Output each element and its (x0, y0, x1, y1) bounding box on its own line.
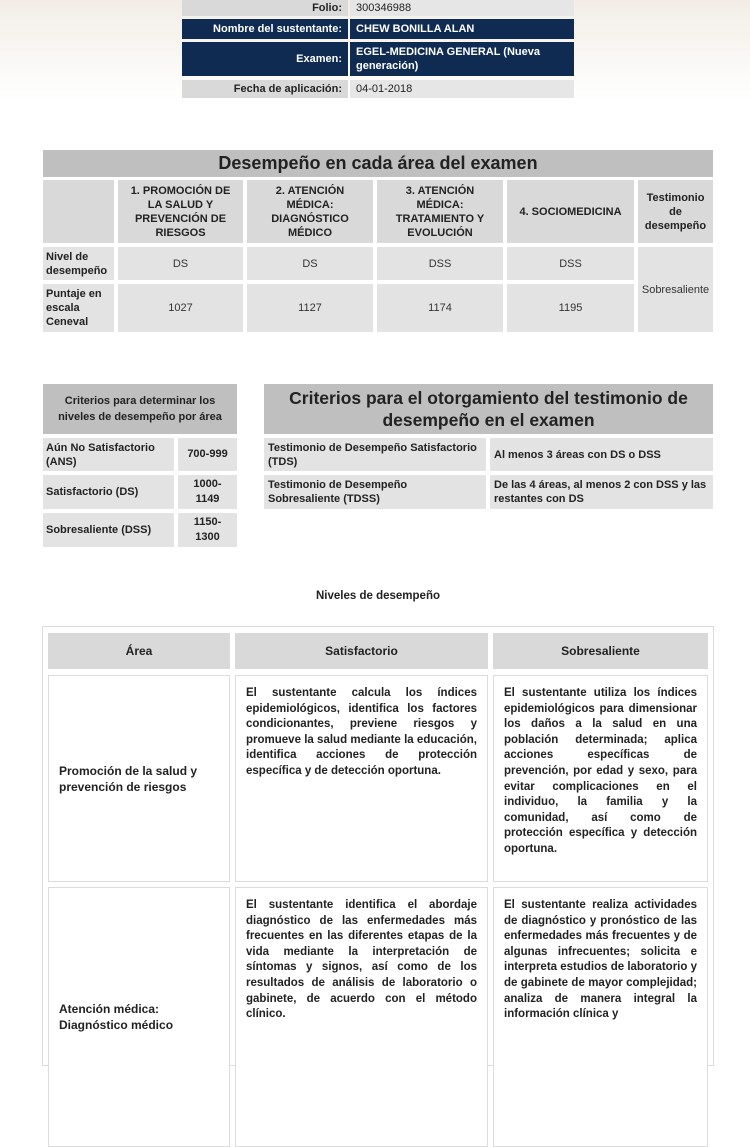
levels-row-sobresaliente: El sustentante utiliza los índices epidemiológicos para dimensionar los daños a la salud en una población determinada; aplica acciones específicas de prevención, por edad y sexo, para evitar complicaciones en el individuo, la familia y la comunidad, así como de protección específica y detección oportuna. (493, 675, 708, 882)
testimonio-value: Sobresaliente (638, 247, 713, 332)
folio-value: 300346988 (350, 0, 574, 16)
levels-row-sobresaliente: El sustentante realiza actividades de diagnóstico y pronóstico de las enfermedades más frecuentes y de algunas infrecuentes; solicita e interpreta estudios de laboratorio y de gabinete de mayor complejidad; analiza de manera integral la información clínica y (493, 887, 708, 1147)
fecha-label: Fecha de aplicación: (182, 80, 348, 98)
levels-title: Niveles de desempeño (316, 590, 440, 602)
examen-value: EGEL-MEDICINA GENERAL (Nueva generación) (350, 42, 574, 76)
criteria-tds-value: Al menos 3 áreas con DS o DSS (490, 438, 713, 471)
nivel-value-tratamiento: DSS (377, 247, 503, 280)
row-label-puntaje: Puntaje en escala Ceneval (43, 284, 114, 332)
criteria-tdss-value: De las 4 áreas, al menos 2 con DSS y las restantes con DS (490, 475, 713, 509)
puntaje-value-sociomedicina: 1195 (507, 284, 634, 332)
criteria-tds-label: Testimonio de Desempeño Satisfactorio (TDS) (264, 438, 486, 471)
levels-row-satisfactorio: El sustentante calcula los índices epidemiológicos, identifica los factores condicionantes, previene riesgos y promueve la salud mediante la educación, identifica acciones de protección específica y de detección oportuna. (235, 675, 488, 882)
puntaje-value-tratamiento: 1174 (377, 284, 503, 332)
row-label-nivel: Nivel de desempeño (43, 247, 114, 280)
levels-row-satisfactorio: El sustentante identifica el abordaje diagnóstico de las enfermedades más frecuentes en las diferentes etapas de la vida mediante la interpretación de síntomas y signos, así como de los resultados de análisis de laboratorio o gabinete, de acuerdo con el método clínico. (235, 887, 488, 1147)
sustentante-value: CHEW BONILLA ALAN (350, 19, 574, 39)
column-header-tratamiento: 3. ATENCIÓN MÉDICA: TRATAMIENTO Y EVOLUCIÓN (377, 180, 503, 243)
levels-header-area: Área (48, 633, 230, 669)
levels-row-area: Atención médica: Diagnóstico médico (48, 887, 230, 1147)
levels-header-sobresaliente: Sobresaliente (493, 633, 708, 669)
column-header-diagnostico: 2. ATENCIÓN MÉDICA: DIAGNÓSTICO MÉDICO (247, 180, 373, 243)
puntaje-value-diagnostico: 1127 (247, 284, 373, 332)
criteria-level-dss-range: 1150-1300 (178, 513, 237, 547)
levels-row-area: Promoción de la salud y prevención de riesgos (48, 675, 230, 882)
column-header-testimonio: Testimonio de desempeño (638, 180, 713, 243)
fecha-value: 04-01-2018 (350, 80, 574, 98)
performance-corner (43, 180, 114, 243)
criteria-level-ans-label: Aún No Satisfactorio (ANS) (43, 438, 174, 471)
levels-header-satisfactorio: Satisfactorio (235, 633, 488, 669)
folio-label: Folio: (182, 0, 348, 16)
puntaje-value-promocion: 1027 (118, 284, 243, 332)
examen-label: Examen: (182, 42, 348, 76)
nivel-value-diagnostico: DS (247, 247, 373, 280)
nivel-value-promocion: DS (118, 247, 243, 280)
criteria-level-ds-label: Satisfactorio (DS) (43, 475, 174, 509)
criteria-level-dss-label: Sobresaliente (DSS) (43, 513, 174, 547)
criteria-testimonio-title: Criterios para el otorgamiento del testimonio de desempeño en el examen (264, 384, 713, 434)
criteria-level-ds-range: 1000-1149 (178, 475, 237, 509)
performance-title: Desempeño en cada área del examen (43, 150, 713, 177)
sustentante-label: Nombre del sustentante: (182, 19, 348, 39)
criteria-levels-title: Criterios para determinar los niveles de desempeño por área (43, 384, 237, 434)
nivel-value-sociomedicina: DSS (507, 247, 634, 280)
criteria-tdss-label: Testimonio de Desempeño Sobresaliente (TDSS) (264, 475, 486, 509)
column-header-sociomedicina: 4. SOCIOMEDICINA (507, 180, 634, 243)
column-header-promocion: 1. PROMOCIÓN DE LA SALUD Y PREVENCIÓN DE RIESGOS (118, 180, 243, 243)
criteria-level-ans-range: 700-999 (178, 438, 237, 471)
